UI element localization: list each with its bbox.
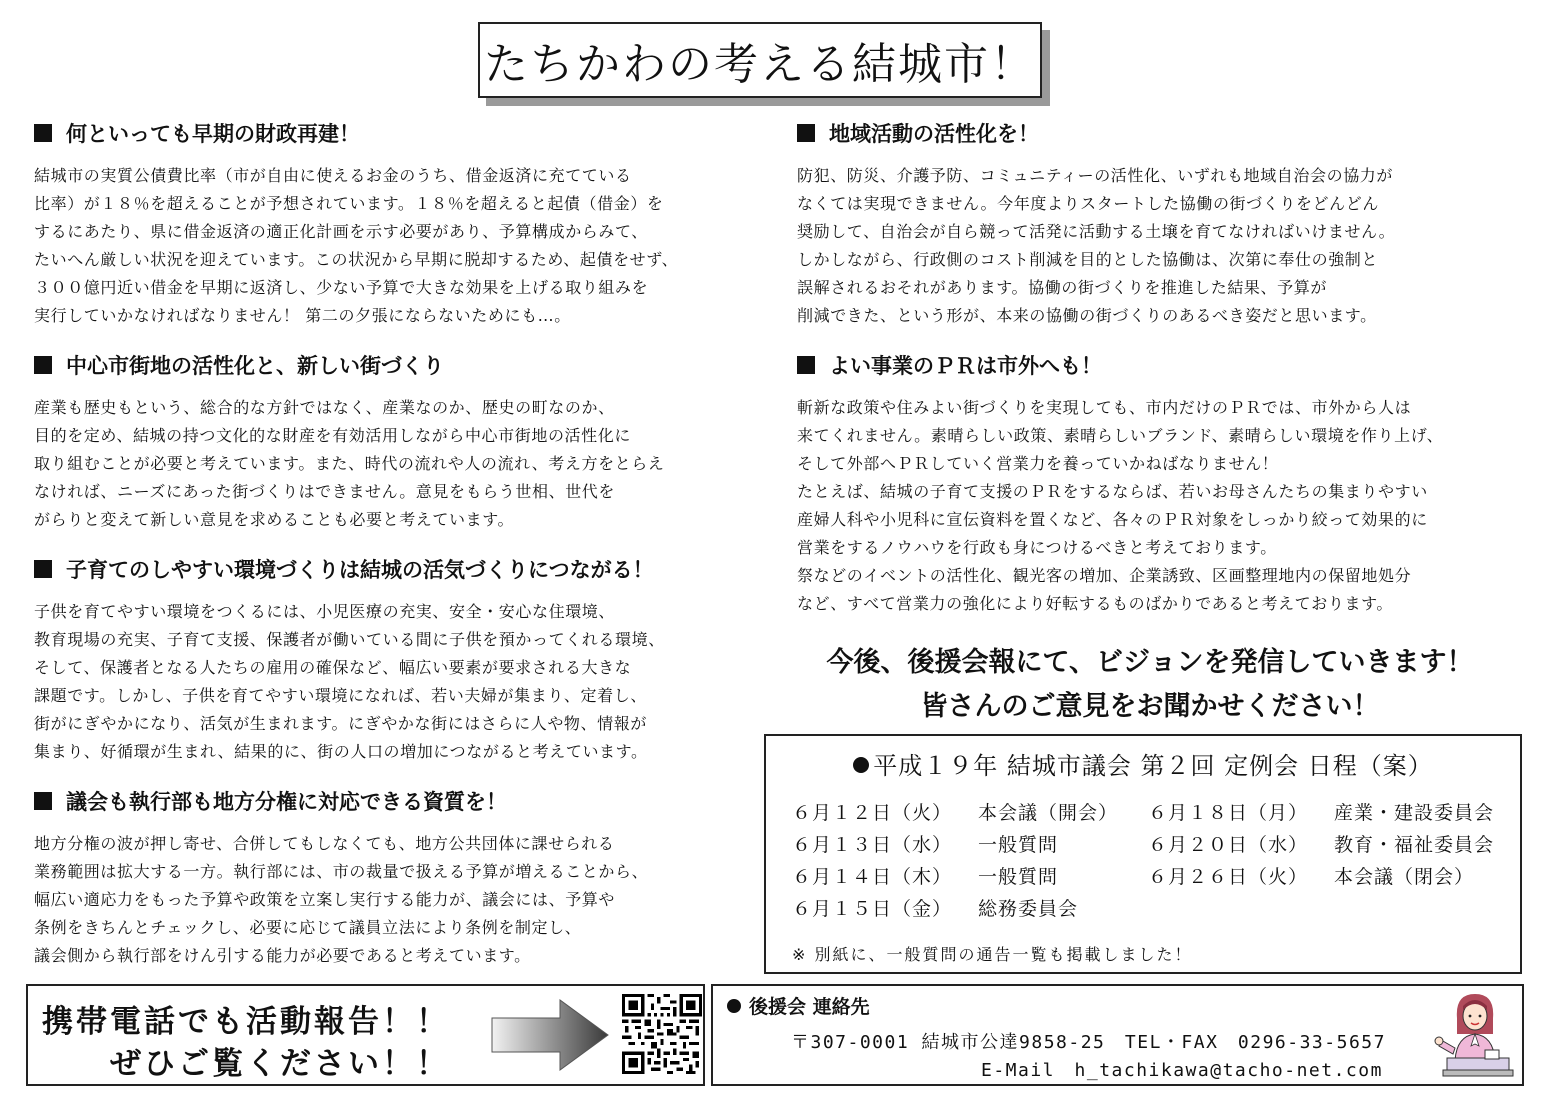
mobile-report-box [26,984,705,1086]
section-community [797,118,1527,330]
section-heading: 子育てのしやすい環境づくりは結城の活気づくりにつながる！ [34,554,764,584]
qr-code-icon[interactable] [622,994,702,1074]
page-title: たちかわの考える結城市！ [484,39,1036,90]
section-body: 産業も歴史もという、総合的な方針ではなく、産業なのか、歴史の町なのか、 目的を定め、結城の持つ文化的な財産を有効活用しながら中心市街地の活性化に 取り組むことが必要と考えています。また、時代の流れや人の流れ、考え方をとらえ なければ、ニーズにあった街づくりはできません。意見をもらう世相、世代を がらりと変えて新しい意見を求めることも必要と考えています。 [34,398,665,529]
bullet-dot-icon [727,999,741,1013]
left-column [34,118,764,990]
page-title-box [478,22,1042,98]
section-decentralization [34,786,764,970]
section-body: 地方分権の波が押し寄せ、合併してもしなくても、地方公共団体に課せられる 業務範囲は拡大する一方。執行部には、市の裁量で扱える予算が増えることから、 幅広い適応力をもった予算や政策を立案し実行する能力が、議会には、予算や 条例をきちんとチェックし、必要に応じて議員立法により条例を制定し、 議会側から執行部をけん引する能力が必要であると考えています。 [34,834,649,965]
contact-email[interactable]: E-Mail h_tachikawa@tacho-net.com [981,1060,1383,1081]
section-heading: 地域活動の活性化を！ [797,118,1527,148]
right-arrow-icon [490,998,610,1072]
section-body: 子供を育てやすい環境をつくるには、小児医療の充実、安全・安心な住環境、 教育現場の充実、子育て支援、保護者が働いている間に子供を預かってくれる環境、 そして、保護者となる人たちの雇用の確保など、幅広い要素が要求される大きな 課題です。しかし、子供を育てやすい環境になれば、若い夫婦が集まり、定着し、 街がにぎやかになり、活気が生まれます。にぎやかな街にはさらに人や物、情報が 集まり、好循環が生まれ、結果的に、街の人口の増加につながると考えています。 [34,602,665,761]
section-pr [797,350,1527,618]
square-bullet-icon [34,792,52,810]
square-bullet-icon [797,124,815,142]
section-downtown [34,350,764,534]
section-body: 斬新な政策や住みよい街づくりを実現しても、市内だけのＰＲでは、市外から人は 来てくれません。素晴らしい政策、素晴らしいブランド、素晴らしい環境を作り上げ、 そして外部へＰＲしていく営業力を養っていかねばなりません！ たとえば、結城の子育て支援のＰＲをするならば、若いお母さんたちの集まりやすい 産婦人科や小児科に宣伝資料を置くなど、各々のＰＲ対象をしっかり絞って効果的に 営業をするノウハウを行政も身につけるべきと考えております。 祭などのイベントの活性化、観光客の増加、企業誘致、区画整理地内の保留地処分 など、すべて営業力の強化により好転するものばかりであると考えております。 [797,398,1444,613]
section-finance [34,118,764,330]
schedule-title: 平成１９年 結城市議会 第２回 定例会 日程（案） [766,746,1520,781]
schedule-note: ※ 別紙に、一般質問の通告一覧も掲載しました！ [792,945,1193,964]
right-column [797,118,1527,638]
section-heading: 中心市街地の活性化と、新しい街づくり [34,350,764,380]
mobile-line-2: ぜひご覧ください！！ [110,1046,450,1082]
square-bullet-icon [34,560,52,578]
schedule-box: 平成１９年 結城市議会 第２回 定例会 日程（案） ６月１２日（火） 本会議（開会） ６月１３日（水） 一般質問 ６月１４日（木） 一般質問 ６月１５日（金） 総務委員会 ６月１８日（月） 産業・建設委員会 ６月２０日（水） 教育・福祉委員会 ６月２６日（火） 本会議（閉会） ※ 別紙に、一般質問の通告一覧も掲載しました！ [764,734,1522,974]
contact-box [711,984,1524,1086]
section-heading: 何といっても早期の財政再建！ [34,118,764,148]
square-bullet-icon [797,356,815,374]
callout-line-2: 皆さんのご意見をお聞かせください！ [920,691,1380,722]
section-childcare [34,554,764,766]
square-bullet-icon [34,356,52,374]
bullet-dot-icon [853,757,869,773]
contact-address: 〒307-0001 結城市公達9858-25 TEL・FAX 0296-33-5657 [791,1032,1386,1053]
section-heading: 議会も執行部も地方分権に対応できる資質を！ [34,786,764,816]
section-body: 防犯、防災、介護予防、コミュニティーの活性化、いずれも地域自治会の協力が なくては実現できません。今年度よりスタートした協働の街づくりをどんどん 奨励して、自治会が自ら競って活発に活動する土壌を育てなければいけません。 しかしながら、行政側のコスト削減を目的とした協働は、次第に奉仕の強制と 誤解されるおそれがあります。協働の街づくりを推進した結果、予算が 削減できた、という形が、本来の協働の街づくりのあるべき姿だと思います。 [797,166,1396,325]
callout-line-1: 今後、後援会報にて、ビジョンを発信していきます！ [826,647,1474,678]
woman-at-desk-icon [1433,988,1517,1080]
section-heading: よい事業のＰＲは市外へも！ [797,350,1527,380]
square-bullet-icon [34,124,52,142]
contact-heading: 後援会 連絡先 [727,992,870,1019]
mobile-line-1: 携帯電話でも活動報告！！ [42,1004,450,1040]
section-body: 結城市の実質公債費比率（市が自由に使えるお金のうち、借金返済に充てている 比率）が１８％を超えることが予想されています。１８％を超えると起債（借金）を するにあたり、県に借金返済の適正化計画を示す必要があり、予算構成からみて、 たいへん厳しい状況を迎えています。この状況から早期に脱却するため、起債をせず、 ３００億円近い借金を早期に返済し、少ない予算で大きな効果を上げる取り組みを 実行していかなければなりません！ 第二の夕張にならないためにも…。 [34,166,679,325]
